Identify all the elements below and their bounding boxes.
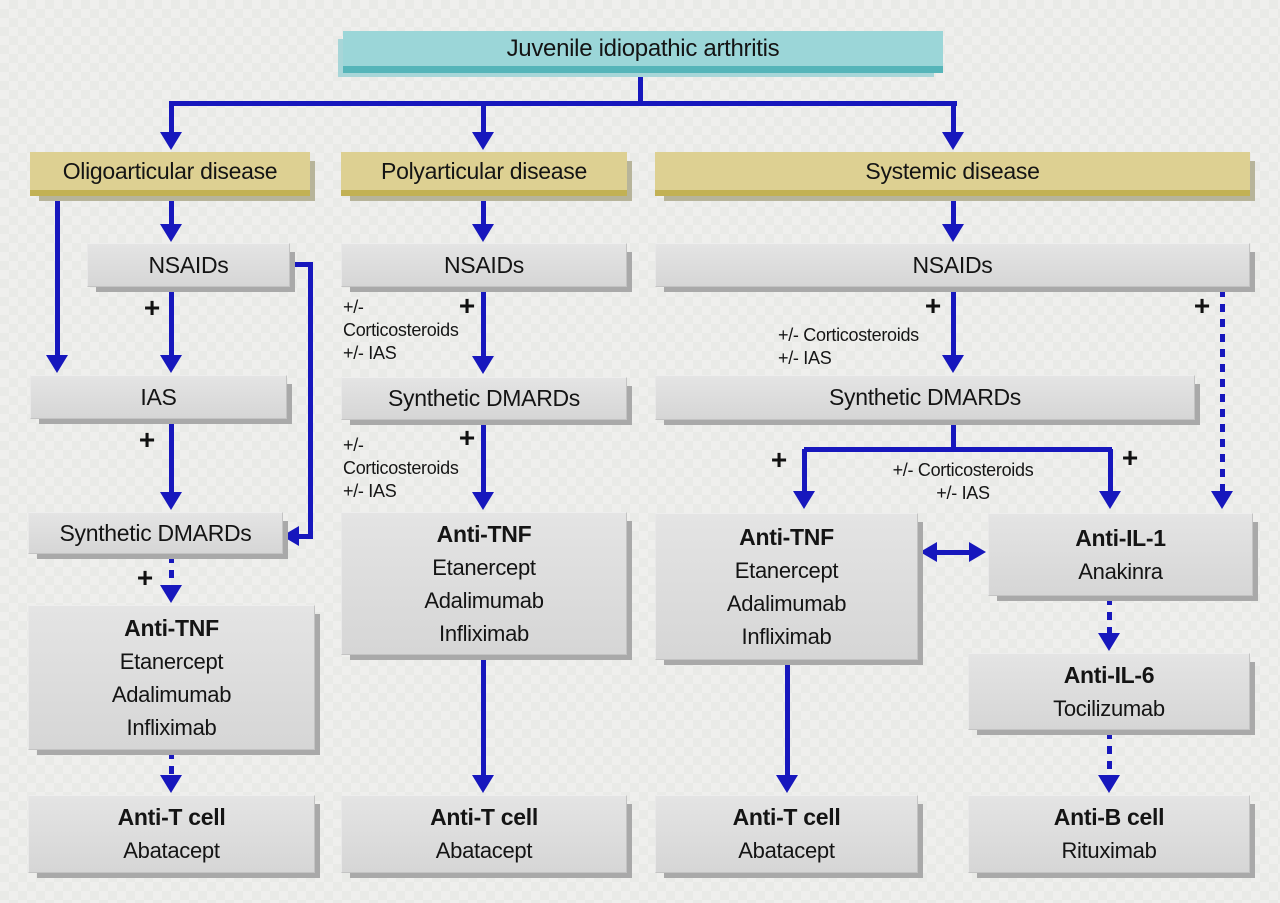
node-jia-title [343,31,943,73]
dashed-connector-line [1107,597,1112,638]
connector-line [951,103,956,135]
arrowhead-down-icon [472,224,494,242]
arrowhead-down-icon [1211,491,1233,509]
connector-line [308,262,313,538]
annotation-line: +/- IAS [343,343,397,363]
node-anti-tnf-poly-label: Anti-TNF [436,520,532,547]
plus-label: + [458,290,476,321]
annotation-line: Corticosteroids [343,320,459,340]
dashed-connector-line [169,555,174,588]
node-oligoarticular-disease-label: Oligoarticular disease [62,157,278,184]
node-anti-b-cell-systemic-label: Rituximab [1061,838,1157,863]
connector-line [169,287,174,357]
arrowhead-down-icon [472,132,494,150]
annotation-line: +/- IAS [778,348,832,368]
connector-line [481,103,486,135]
arrowhead-down-icon [1098,633,1120,651]
node-polyarticular-disease-label: Polyarticular disease [381,157,587,184]
annotation-line: +/- IAS [343,481,397,501]
connector-line [481,287,486,357]
annotation-line: +/- Corticosteroids [778,325,919,345]
connector-line [55,196,60,357]
node-anti-b-cell-systemic-label: Anti-B cell [1053,804,1165,830]
arrowhead-down-icon [160,585,182,603]
node-synthetic-dmards-systemic [655,375,1195,420]
annotation-label [343,434,459,503]
node-ias-oligo [30,375,287,419]
node-systemic-disease-label: Systemic disease [865,157,1040,184]
node-anti-il-6-systemic [968,653,1250,730]
dashed-connector-line [169,751,174,778]
node-nsaids-oligo-label: NSAIDs [148,251,229,278]
node-anti-tnf-oligo-label: Etanercept [119,648,224,674]
plus-label: + [143,292,161,323]
connector-line [297,534,313,539]
annotation-label [863,459,1063,505]
node-anti-t-cell-systemic [655,795,918,873]
node-anti-t-cell-systemic-label: Anti-T cell [732,804,841,830]
node-anti-tnf-poly [341,512,627,655]
node-synthetic-dmards-poly [341,377,627,420]
annotation-line: +/- IAS [936,483,990,503]
node-ias-oligo-label: IAS [140,383,177,410]
node-polyarticular-disease [341,152,627,196]
node-anti-tnf-poly-label: Infliximab [439,620,529,646]
node-anti-il-1-systemic-label: Anti-IL-1 [1075,524,1166,551]
connector-line [638,73,643,103]
node-oligoarticular-disease [30,152,310,196]
connector-line [169,103,174,135]
arrowhead-down-icon [1098,775,1120,793]
node-anti-t-cell-oligo-label: Anti-T cell [117,804,226,830]
connector-line [481,656,486,778]
node-anti-tnf-systemic-label: Infliximab [741,623,832,649]
connector-line [802,449,807,493]
node-synthetic-dmards-oligo [28,512,283,554]
plus-label: + [924,290,942,321]
node-anti-il-1-systemic-label: Anakinra [1078,558,1163,584]
node-anti-tnf-systemic [655,513,918,660]
arrowhead-down-icon [160,355,182,373]
node-anti-b-cell-systemic [968,795,1250,873]
node-anti-tnf-oligo [28,605,315,750]
node-synthetic-dmards-systemic-label: Synthetic DMARDs [828,384,1022,410]
node-anti-il-6-systemic-label: Tocilizumab [1053,695,1165,721]
arrowhead-down-icon [160,224,182,242]
node-systemic-disease [655,152,1250,196]
node-anti-t-cell-oligo-label: Abatacept [123,838,220,863]
node-anti-t-cell-oligo [28,795,315,873]
node-anti-tnf-systemic-label: Adalimumab [726,590,847,616]
node-anti-t-cell-poly [341,795,627,873]
connector-line [785,661,790,778]
dashed-connector-line [1220,289,1225,493]
arrowhead-down-icon [160,492,182,510]
connector-line [951,196,956,226]
arrowhead-down-icon [472,775,494,793]
arrowhead-down-icon [942,355,964,373]
plus-label: + [458,422,476,453]
node-anti-tnf-systemic-label: Etanercept [734,557,839,583]
node-nsaids-poly [341,243,627,287]
node-anti-tnf-oligo-label: Infliximab [126,714,217,740]
connector-line [951,287,956,358]
connector-line [804,447,1112,452]
arrowhead-down-icon [472,492,494,510]
node-nsaids-systemic-label: NSAIDs [912,251,993,278]
arrowhead-down-icon [472,356,494,374]
node-anti-il-1-systemic [988,513,1253,596]
arrowhead-down-icon [776,775,798,793]
node-jia-title-label: Juvenile idiopathic arthritis [506,34,780,62]
node-anti-t-cell-systemic-label: Abatacept [738,838,835,863]
annotation-label [343,296,459,365]
arrowhead-left-icon [920,542,937,562]
connector-line [934,550,972,555]
annotation-line: +/- [343,297,364,317]
arrowhead-down-icon [793,491,815,509]
connector-line [169,196,174,226]
connector-line [1108,449,1113,493]
node-anti-il-6-systemic-label: Anti-IL-6 [1063,661,1155,688]
plus-label: + [136,562,154,593]
annotation-line: +/- Corticosteroids [892,460,1034,480]
connector-line [169,421,174,495]
node-anti-tnf-poly-label: Etanercept [432,554,536,580]
annotation-label [778,324,919,370]
plus-label: + [1193,290,1211,321]
plus-label: + [138,424,156,455]
arrowhead-down-icon [160,775,182,793]
node-nsaids-systemic [655,243,1250,287]
node-anti-tnf-poly-label: Adalimumab [424,587,544,613]
annotation-line: +/- [343,435,364,455]
node-anti-tnf-oligo-label: Adalimumab [111,681,232,707]
plus-label: + [770,444,788,475]
connector-line [481,196,486,226]
connector-line [481,421,486,495]
node-synthetic-dmards-poly-label: Synthetic DMARDs [387,385,581,411]
arrowhead-down-icon [942,224,964,242]
annotation-line: Corticosteroids [343,458,459,478]
node-anti-tnf-oligo-label: Anti-TNF [124,614,219,641]
arrowhead-down-icon [942,132,964,150]
dashed-connector-line [1107,731,1112,778]
node-anti-tnf-systemic-label: Anti-TNF [739,523,834,550]
node-anti-t-cell-poly-label: Abatacept [435,838,533,863]
arrowhead-down-icon [46,355,68,373]
arrowhead-left-icon [282,526,299,546]
arrowhead-down-icon [160,132,182,150]
node-nsaids-oligo [87,243,290,287]
node-anti-t-cell-poly-label: Anti-T cell [430,804,538,830]
arrowhead-down-icon [1099,491,1121,509]
plus-label: + [1121,442,1139,473]
node-nsaids-poly-label: NSAIDs [444,251,524,278]
arrowhead-right-icon [969,542,986,562]
node-synthetic-dmards-oligo-label: Synthetic DMARDs [59,519,252,546]
connector-line [169,101,957,106]
